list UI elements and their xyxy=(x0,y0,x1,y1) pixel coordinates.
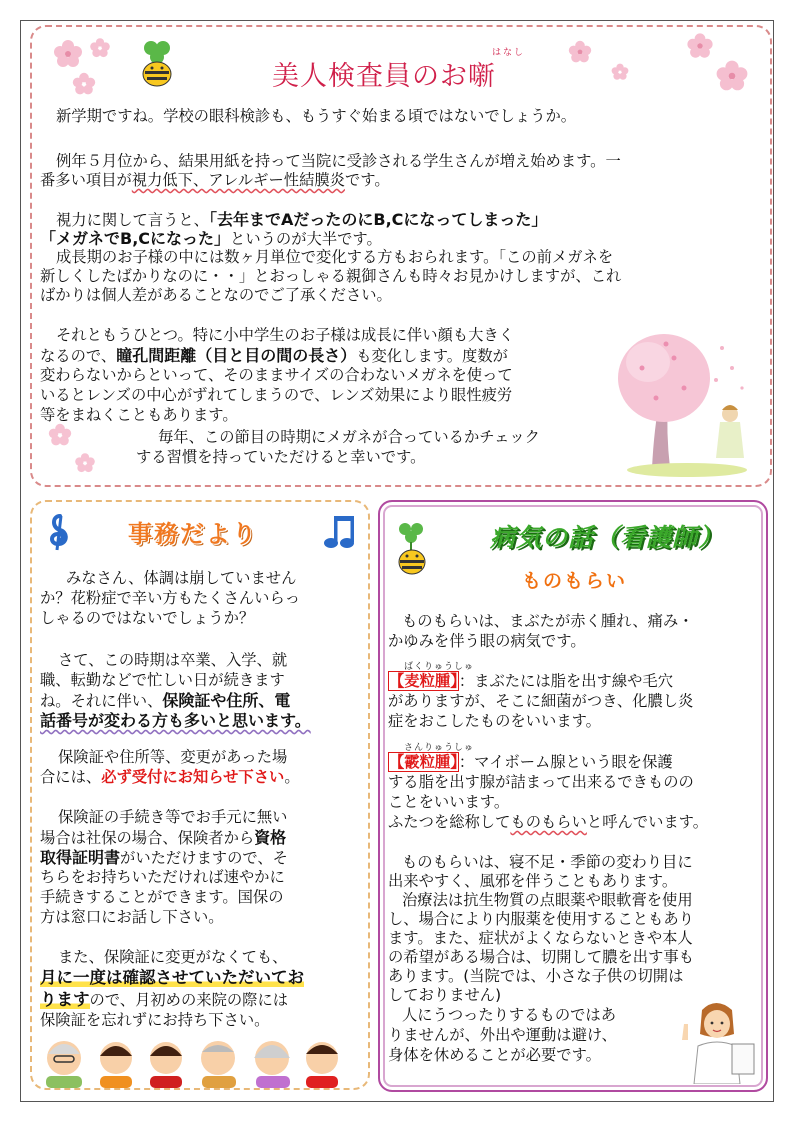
flower-icon xyxy=(48,32,128,102)
illness-p3-line-10: りませんが、外出や運動は避け、 xyxy=(388,1026,617,1044)
office-line-4: さて、この時期は卒業、入学、就 xyxy=(58,651,288,669)
top-para-3-line-2: 「メガネでB,Cになった」というのが大半です。 xyxy=(40,229,382,248)
office-line-19: 保険証を忘れずにお持ち下さい。 xyxy=(40,1011,270,1029)
cherry-tree-icon xyxy=(612,318,762,478)
top-para-4-line-6: 毎年、この節目の時期にメガネが合っているかチェック xyxy=(158,428,540,446)
office-line-3: しゃるのではないでしょうか？ xyxy=(40,609,255,627)
office-line-14: 手続きすることができます。国保の xyxy=(40,888,284,906)
title-ruby: はなし xyxy=(492,48,526,58)
office-line-6: ね。それに伴い、保険証や住所、電 xyxy=(40,691,291,710)
illness-p3-line-7: あります。(当院では、小さな子供の切開は xyxy=(388,967,684,985)
bee-icon xyxy=(392,520,432,582)
office-line-17: 月に一度は確認させていただいてお xyxy=(40,968,304,987)
illness-line-1: ものもらいは、まぶたが赤く腫れ、痛み・ xyxy=(402,612,694,630)
top-para-1: 新学期ですね。学校の眼科検診も、もうすぐ始まる頃ではないでしょうか。 xyxy=(56,107,577,125)
top-para-3-line-3: 成長期のお子様の中には数ヶ月単位で変化する方もおられます。「この前メガネを xyxy=(56,248,614,266)
term-1-line-3: 症をおこしたものをいいます。 xyxy=(388,712,601,730)
illness-subtitle: ものもらい xyxy=(522,570,628,592)
top-para-2-line-1: 例年５月位から、結果用紙を持って当院に受診される学生さんが増え始めます。一 xyxy=(56,152,621,170)
term-2-line-3: ことをいいます。 xyxy=(388,793,510,811)
illness-p3-line-11: 身体を休めることが必要です。 xyxy=(388,1046,601,1064)
office-line-18: りますので、月初めの来院の際には xyxy=(40,990,289,1009)
term-1-line-2: がありますが、そこに細菌がつき、化膿し炎 xyxy=(388,692,694,710)
top-para-3-line-4: 新しくしたばかりなのに・・」とおっしゃる親御さんも時々お見かけしますが、これ xyxy=(40,267,622,285)
office-line-8: 保険証や住所等、変更があった場 xyxy=(58,748,288,766)
flower-icon xyxy=(40,415,110,485)
family-icon xyxy=(42,1034,360,1088)
nurse-icon xyxy=(672,1000,760,1084)
top-para-3-line-5: ばかりは個人差があることなのでご了承ください。 xyxy=(40,286,392,304)
top-para-4-line-2: なるので、瞳孔間距離（目と目の間の長さ）も変化します。度数が xyxy=(40,346,508,365)
illness-p3-line-8: しておりません) xyxy=(388,986,502,1004)
top-para-4-line-7: する習慣を持っていただけると幸いです。 xyxy=(136,448,426,466)
top-para-4-line-5: 等をまねくこともあります。 xyxy=(40,406,238,424)
office-line-9: 合には、必ず受付にお知らせ下さい。 xyxy=(40,768,300,786)
office-line-13: ちらをお持ちいただければ速やかに xyxy=(40,868,285,886)
illness-p3-line-2: 出来やすく、風邪を伴うこともあります。 xyxy=(388,872,678,890)
office-line-11: 場合は社保の場合、保険者から資格 xyxy=(40,828,287,847)
office-line-2: か？花粉症で辛い方もたくさんいらっ xyxy=(40,589,301,607)
illness-p3-line-5: ます。また、症状がよくならないときや本人 xyxy=(388,929,693,947)
top-para-4-line-4: いるとレンズの中心がずれてしまうので、レンズ効果により眼性疲労 xyxy=(40,386,513,404)
top-para-2-line-2: 番多い項目が視力低下、アレルギー性結膜炎です。 xyxy=(40,171,390,189)
illness-talk-title: 病気の話（看護師） xyxy=(490,523,725,552)
office-line-16: また、保険証に変更がなくても、 xyxy=(58,948,288,966)
music-note-icon xyxy=(322,512,358,552)
office-line-12: 取得証明書がいただけますので、そ xyxy=(40,848,288,867)
office-line-5: 職、転勤などで忙しい日が続きます xyxy=(40,671,285,689)
top-para-3-line-1: 視力に関して言うと、「去年までAだったのにB,Cになってしまった」 xyxy=(56,210,548,229)
illness-p3-line-3: 治療法は抗生物質の点眼薬や眼軟膏を使用 xyxy=(402,891,693,909)
flower-icon xyxy=(560,32,760,112)
office-line-7: 話番号が変わる方も多いと思います。 xyxy=(40,711,311,730)
illness-p3-line-4: し、場合により内服薬を使用することもあり xyxy=(388,910,694,928)
office-news-title: 事務だより xyxy=(128,520,258,548)
term-1-ruby: ばくりゅうしゅ xyxy=(404,662,475,672)
term-2-line-2: する脂を出す腺が詰まって出来るできものの xyxy=(388,773,694,791)
term-1-line-1: 【麦粒腫】：まぶたには脂を出す線や毛穴 xyxy=(389,672,674,690)
illness-line-2: かゆみを伴う眼の病気です。 xyxy=(388,632,586,650)
illness-p3-line-1: ものもらいは、寝不足・季節の変わり目に xyxy=(402,853,693,871)
office-line-10: 保険証の手続き等でお手元に無い xyxy=(58,808,288,826)
top-para-4-line-1: それともうひとつ。特に小中学生のお子様は成長に伴い顔も大きく xyxy=(56,326,514,344)
term-2-line-1: 【霰粒腫】：マイボーム腺という眼を保護 xyxy=(389,753,673,771)
bee-icon xyxy=(135,38,181,90)
illness-p3-line-9: 人にうつったりするものではあ xyxy=(402,1006,617,1024)
term-2-line-4: ふたつを総称してものもらいと呼んでいます。 xyxy=(388,813,709,831)
top-para-4-line-3: 変わらないからといって、そのままサイズの合わないメガネを使って xyxy=(40,366,513,384)
page-title: 美人検査員のお噺 xyxy=(272,61,496,92)
illness-p3-line-6: の希望がある場合は、切開して膿を出す事も xyxy=(388,948,694,966)
term-2-ruby: さんりゅうしゅ xyxy=(404,743,475,753)
office-line-1: みなさん、体調は崩していません xyxy=(66,569,297,587)
treble-clef-icon xyxy=(44,512,74,552)
office-line-15: 方は窓口にお話し下さい。 xyxy=(40,908,224,926)
